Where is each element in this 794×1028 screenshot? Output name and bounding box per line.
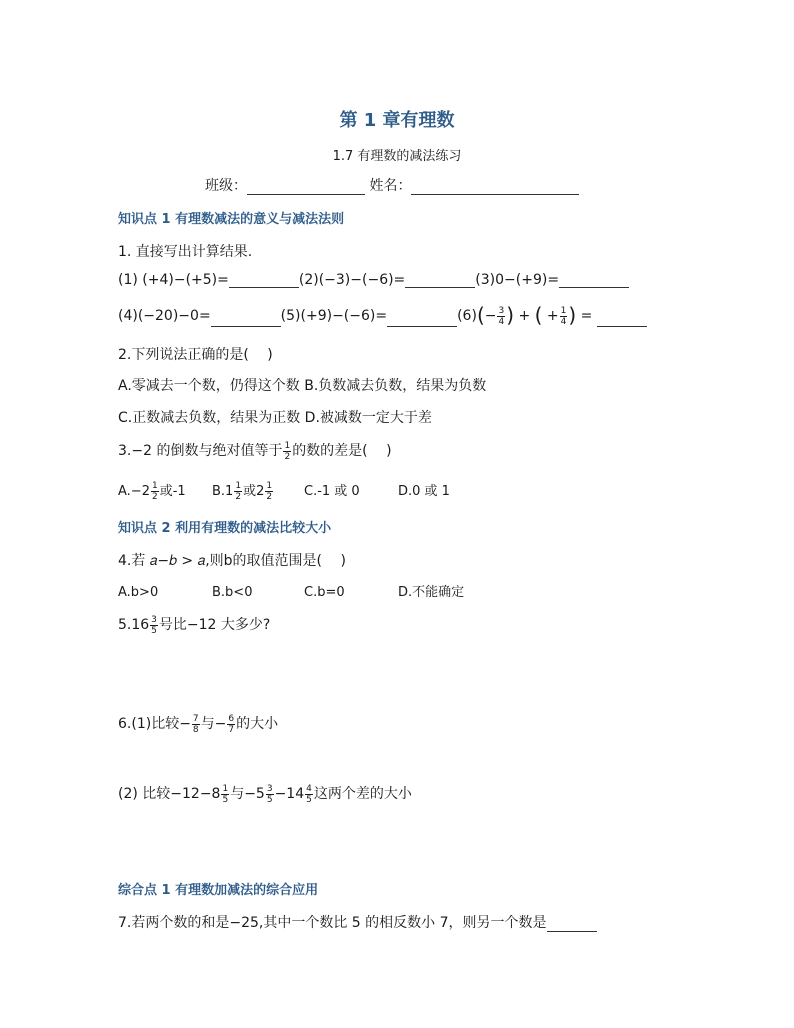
q1-answer2-blank[interactable] <box>405 272 475 288</box>
fraction: $\frac{1}{4}$ <box>560 305 567 327</box>
q6-part2: (2) 比较−12−8 $\frac{1}{5}$ 与−5 $\frac{3}{5}$ −14 $\frac{4}{5}$ 这两个差的大小 <box>118 783 412 805</box>
q2-stem: 2.下列说法正确的是( ) <box>118 347 273 363</box>
name-label: 姓名： <box>369 178 412 194</box>
section-heading-2: 知识点 2 利用有理数的减法比较大小 <box>118 521 332 536</box>
fraction: $\frac{3}{4}$ <box>498 305 505 327</box>
q1-stem: 1. 直接写出计算结果. <box>118 244 253 260</box>
q3-option-a[interactable]: A.−2 $\frac{1}{2}$ 或-1 <box>118 481 186 502</box>
q3-option-d[interactable]: D.0 或 1 <box>398 484 450 499</box>
q4-option-b[interactable]: B.b<0 <box>212 585 253 600</box>
q3-options <box>118 480 450 502</box>
q3-option-b[interactable]: B.1 $\frac{1}{2}$ 或2 $\frac{1}{2}$ <box>212 481 273 502</box>
q4-options <box>118 581 464 600</box>
q1-part6-prefix: (6) <box>457 308 477 324</box>
q2-options-line1: A.零减去一个数，仍得这个数 B.负数减去负数，结果为负数 <box>118 378 487 394</box>
q1-answer4-blank[interactable] <box>211 311 281 327</box>
page-subtitle: 1.7 有理数的减法练习 <box>332 149 462 164</box>
q1-part4: (4)(−20)−0= <box>118 308 211 324</box>
q1-part1: (1) (+4)−(+5)= <box>118 272 229 288</box>
page-title: 第 1 章有理数 <box>339 110 455 131</box>
class-blank[interactable] <box>247 179 365 195</box>
q4-stem: 4.若 𝑎−𝑏 > 𝑎,则b的取值范围是( ) <box>118 553 346 569</box>
q4-option-a[interactable]: A.b>0 <box>118 585 159 600</box>
q5-stem: 5.16 $\frac{3}{5}$ 号比−12 大多少? <box>118 614 271 636</box>
q7-stem: 7.若两个数的和是−25,其中一个数比 5 的相反数小 7，则另一个数是 <box>118 912 597 932</box>
q1-part3: (3)0−(+9)= <box>475 272 560 288</box>
name-blank[interactable] <box>411 179 579 195</box>
q2-options-line2: C.正数减去负数，结果为正数 D.被减数一定大于差 <box>118 410 432 426</box>
section-heading-3: 综合点 1 有理数加减法的综合应用 <box>118 883 319 898</box>
q1-part5: (5)(+9)−(−6)= <box>280 308 388 324</box>
q3-option-c[interactable]: C.-1 或 0 <box>304 484 360 499</box>
section-heading-1: 知识点 1 有理数减法的意义与减法法则 <box>118 212 345 227</box>
q7-answer-blank[interactable] <box>547 916 597 932</box>
q6-part1: 6.(1)比较− $\frac{7}{8}$ 与− $\frac{6}{7}$ 的大小 <box>118 713 279 735</box>
q4-option-d[interactable]: D.不能确定 <box>398 585 465 600</box>
q1-answer3-blank[interactable] <box>559 272 629 288</box>
q1-row2: (4)(−20)−0= (5)(+9)−(−6)= (6)(− $\frac{3}{4}$ ) + ( + $\frac{1}{4}$ ) = <box>118 303 647 327</box>
class-label: 班级： <box>205 178 247 194</box>
q1-answer1-blank[interactable] <box>229 272 299 288</box>
q1-row1 <box>118 272 629 288</box>
fraction: $\frac{3}{5}$ <box>151 614 157 636</box>
q1-answer5-blank[interactable] <box>387 311 457 327</box>
q4-option-c[interactable]: C.b=0 <box>304 585 345 600</box>
q3-stem: 3.−2 的倒数与绝对值等于 $\frac{1}{2}$ 的数的差是( ) <box>118 440 392 462</box>
q1-answer6-blank[interactable] <box>597 311 647 327</box>
q1-part2: (2)(−3)−(−6)= <box>298 272 406 288</box>
fraction: $\frac{1}{2}$ <box>284 440 291 462</box>
class-name-line <box>205 175 579 195</box>
